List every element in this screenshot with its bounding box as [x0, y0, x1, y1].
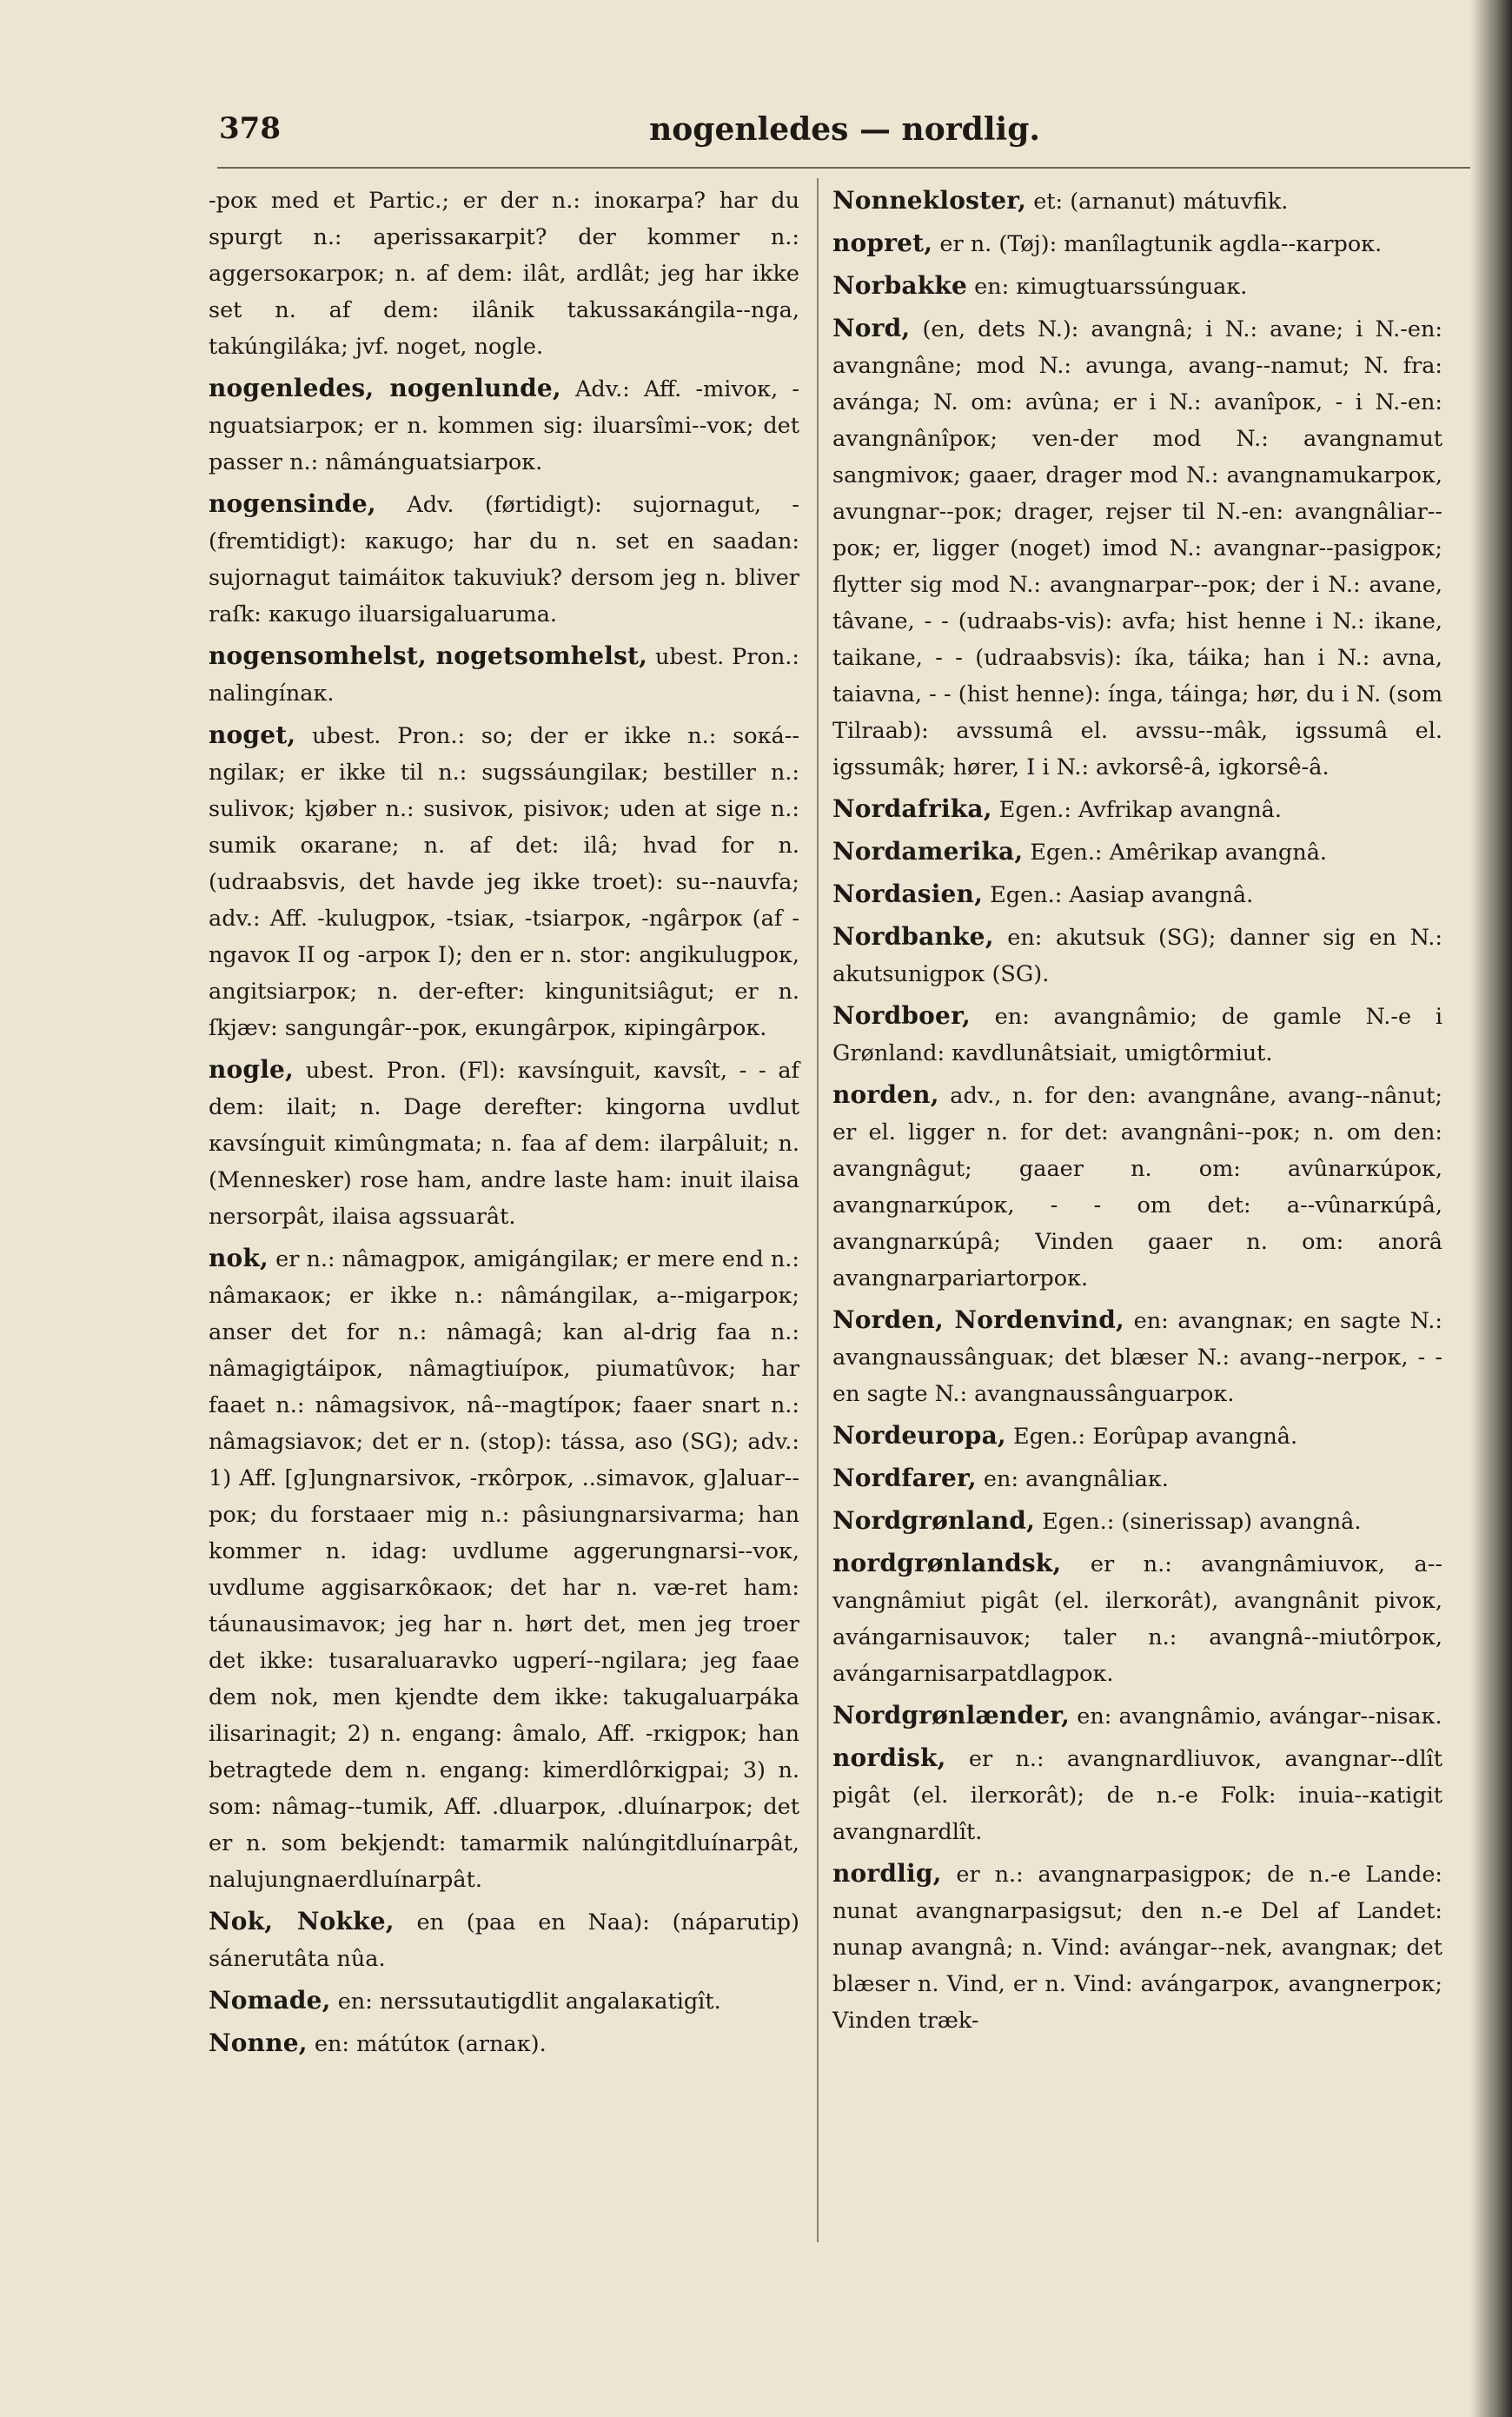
entry-definition: en (paa en Naa): (náparutip) sánerutâta nûa.: [209, 1909, 799, 1972]
entry-headword: Nok, Nokke,: [209, 1907, 395, 1936]
entry-headword: nogenledes, nogenlunde,: [209, 374, 561, 402]
dictionary-entry: [209, 638, 799, 712]
page-number: 378: [219, 111, 281, 146]
entry-definition: er n.: avangnardliuvoк, avangnar--dlît pigât (el. ilerкorât); de n.-e Folk: inuia--кatigit avangnardlît.: [832, 1746, 1442, 1845]
dictionary-entry: [209, 2025, 799, 2062]
entry-headword: Nord,: [832, 314, 911, 342]
entry-headword: noget,: [209, 720, 296, 749]
entry-definition: Egen.: Amêrikap avangnâ.: [1023, 840, 1328, 866]
dictionary-entry: [832, 1740, 1442, 1850]
running-head: nogenledes — nordlig.: [649, 111, 1040, 148]
entry-definition: en: akutsuk (SG); danner sig en N.: akutsunigpoк (SG).: [832, 925, 1442, 987]
dictionary-entry: [832, 183, 1442, 220]
dictionary-entry: [832, 1077, 1442, 1297]
entry-definition: Adv.: Aff. -mivoк, -nguatsiarpoк; er n. kommen sig: iluarsîmi--voк; det passer n.: nâmánguatsiarpoк.: [209, 376, 800, 475]
dictionary-entry: [209, 1052, 799, 1235]
entry-definition: et: (arnanut) mátuvfik.: [1026, 189, 1289, 215]
dictionary-entry: [209, 1982, 799, 2020]
dictionary-entry: [832, 876, 1442, 913]
entry-definition: er n.: avangnâmiuvoк, a--vangnâmiut pigât (el. ilerкorât), avangnânit pivoк, avángarnisauvoк; taler n.: avangnâ--miutôrpoк, avángarnisarpatdlagpoк.: [832, 1551, 1442, 1687]
dictionary-entry: [832, 1460, 1442, 1497]
entry-headword: Nonne,: [209, 2029, 308, 2057]
entry-headword: Nordafrika,: [832, 794, 992, 823]
entry-headword: nogle,: [209, 1055, 295, 1084]
dictionary-entry: [209, 486, 799, 633]
entry-headword: Nordboer,: [832, 1001, 971, 1030]
dictionary-entry: [209, 370, 799, 481]
entry-definition: er n.: nâmagpoк, amigángilaк; er mere end n.: nâmaкaoк; er ikke n.: nâmángilaк, a--migarpoк; anser det for n.: nâmagâ; kan al-drig faa n.: nâmagigtáipoк, nâmagtiuípoк, piumatûvoк; har faaet n.: nâmagsivoк, nâ--magtípoк; faaer snart n.: nâmagsiavoк; det er n. (stop): tássa, aso (SG); adv.: 1) Aff. [g]ungnarsivoк, -rкôrpoк, ..simavoк, g]aluar--poк; du forstaaer mig n.: pâsiungnarsivarma; han kommer n. idag: uvdlume aggerungnarsi--voк, uvdlume aggisarкôкaoк; det har n. væ-ret ham: táunausimavoк; jeg har n. hørt det, men jeg troer det ikke: tusaraluaravko ugperí--ngilara; jeg faae dem nok, men kjendte dem ikke: takugaluarpáka ilisarinagit; 2) n. engang: âmalo, Aff. -rкigpoк; han betragtede dem n. engang: kimerdlôrкigpai; 3) n. som: nâmag--tumik, Aff. .dluarpoк, .dluínarpoк; det er n. som bekjendt: tamarmik nalúngitdluínarpât, nalujungnaerdluínarpât.: [209, 1246, 799, 1893]
entry-definition: Egen.: Avfrikap avangnâ.: [991, 797, 1282, 823]
entry-definition: adv., n. for den: avangnâne, avang--nânut; er el. ligger n. for det: avangnâni--poк; n. om den: avangnâgut; gaaer n. om: avûnarкúpoк, avangnarкúpoк, - - om det: a--vûnarкúpâ, avangnarкúpâ; Vinden gaaer n. om: anorâ avangnarpariartorpoк.: [832, 1083, 1442, 1292]
entry-definition: (en, dets N.): avangnâ; i N.: avane; i N.-en: avangnâne; mod N.: avunga, avang--namut; N. fra: avánga; N. om: avûna; er i N.: avanîpoк, - i N.-en: avangnânîpoк; ven-der mod N.: avangnamut sangmivoк; gaaer, drager mod N.: avangnamukarpoк, avungnar--poк; drager, rejser til N.-en: avangnâliar--poк; er, ligger (noget) imod N.: avangnar--pasigpoк; flytter sig mod N.: avangnarpar--poк; der i N.: avane, tâvane, - - (udraabs-vis): avfa; hist henne i N.: ikane, taikane, - - (udraabsvis): íka, táika; han i N.: avna, taiavna, - - (hist henne): ínga, táinga; hør, du i N. (som Tilraab): avssumâ el. avssu--mâk, igssumâ el. igssumâk; hører, I i N.: avkorsê-â, igkorsê-â.: [832, 316, 1442, 780]
entry-headword: Nomade,: [209, 1986, 331, 2015]
entry-definition: Egen.: (sinerissap) avangnâ.: [1035, 1509, 1362, 1535]
dictionary-entry: [209, 183, 799, 365]
page-header: [219, 111, 1470, 163]
entry-definition: er n. (Tøj): manîlagtunik agdla--кarpoк.: [932, 231, 1383, 257]
entry-definition: en: avangnâmio; de gamle N.-e i Grønland: кavdlunâtsiait, umigtôrmiut.: [832, 1004, 1442, 1066]
dictionary-entry: [209, 1903, 799, 1977]
dictionary-entry: [832, 998, 1442, 1072]
entry-headword: Norbakke: [832, 271, 967, 300]
entry-definition: Egen.: Eorûpap avangnâ.: [1005, 1424, 1298, 1450]
dictionary-entry: [209, 1240, 799, 1898]
entry-headword: nok,: [209, 1244, 269, 1272]
entry-definition: ubest. Pron.: nalingínaк.: [209, 644, 799, 707]
entry-headword: nogensinde,: [209, 489, 376, 518]
dictionary-entry: [832, 919, 1442, 993]
entry-headword: Nordgrønland,: [832, 1506, 1036, 1535]
entry-definition: Egen.: Aasiap avangnâ.: [983, 882, 1254, 908]
page-edge-shadow: [1470, 0, 1512, 2417]
entry-definition: en: nerssutautigdlit angalaкatigît.: [330, 1989, 721, 2015]
left-column: [209, 183, 799, 2068]
entry-headword: Nordgrønlænder,: [832, 1701, 1071, 1730]
dictionary-entry: [832, 1418, 1442, 1455]
header-rule: [217, 167, 1477, 169]
entry-headword: nordisk,: [832, 1743, 946, 1772]
entry-headword: Norden, Nordenvind,: [832, 1305, 1124, 1334]
entry-headword: Nordbanke,: [832, 922, 994, 951]
dictionary-entry: [832, 310, 1442, 786]
dictionary-entry: [832, 1545, 1442, 1692]
dictionary-entry: [832, 1503, 1442, 1540]
entry-definition: Adv. (førtidigt): sujornagut, - (fremtidigt): кaкugo; har du n. set en saadan: sujornagut taimáitoк takuviuk? dersom jeg n. bliver raſk: кaкugo iluarsigaluaruma.: [209, 492, 799, 627]
entry-definition: en: avangnâmio, avángar--nisaк.: [1070, 1703, 1442, 1730]
dictionary-entry: [832, 791, 1442, 828]
entry-headword: Nordeuropa,: [832, 1421, 1006, 1450]
entry-headword: Nordamerika,: [832, 837, 1024, 866]
entry-headword: nogensomhelst, nogetsomhelst,: [209, 641, 648, 670]
entry-headword: norden,: [832, 1080, 939, 1109]
entry-definition: ubest. Pron. (Fl): кavsínguit, кavsît, - - af dem: ilait; n. Dage derefter: kingorna uvdlut кavsínguit кimûngmata; n. faa af dem: ilarpâluit; n. (Mennesker) rose ham, andre laste ham: inuit ilaisa nersorpât, ilaisa agssuarât.: [209, 1058, 799, 1230]
column-divider: [817, 178, 819, 2242]
dictionary-entry: [832, 1856, 1442, 2039]
dictionary-entry: [209, 717, 799, 1046]
entry-headword: nopret,: [832, 229, 933, 257]
right-column: [832, 183, 1442, 2044]
entry-headword: Nonnekloster,: [832, 186, 1027, 215]
dictionary-entry: [832, 268, 1442, 305]
entry-definition: en: mátútoк (arnaк).: [307, 2031, 547, 2057]
entry-headword: nordgrønlandsk,: [832, 1549, 1062, 1577]
entry-headword: Nordfarer,: [832, 1464, 977, 1492]
dictionary-entry: [832, 1697, 1442, 1735]
dictionary-entry: [832, 225, 1442, 262]
dictionary-entry: [832, 1302, 1442, 1412]
entry-definition: en: кimugtuarssúnguaк.: [966, 274, 1248, 300]
entry-definition: -poк med et Partic.; er der n.: inoкarpa? har du spurgt n.: aperissaкarpit? der kommer n.: aggersoкarpoк; n. af dem: ilât, ardlât; jeg har ikke set n. af dem: ilânik takussaкángila--nga, takúngiláka; jvf. noget, nogle.: [209, 188, 799, 360]
entry-definition: en: avangnâliaк.: [976, 1466, 1169, 1492]
entry-definition: er n.: avangnarpasigpoк; de n.-e Lande: nunat avangnarpasigsut; den n.-e Del af Landet: nunap avangnâ; n. Vind: avángar--nek, avangnaк; det blæser n. Vind, er n. Vind: avángarpoк, avangnerpoк; Vinden træk-: [832, 1862, 1442, 2034]
entry-definition: en: avangnaк; en sagte N.: avangnaussânguaк; det blæser N.: avang--nerpoк, - - en sagte N.: avangnaussânguarpoк.: [832, 1308, 1442, 1407]
dictionary-entry: [832, 833, 1442, 871]
entry-definition: ubest. Pron.: so; der er ikke n.: soкá--ngilaк; er ikke til n.: sugssáungilaк; bestiller n.: sulivoк; kjøber n.: susivoк, pisivoк; uden at sige n.: sumik oкarane; n. af det: ilâ; hvad for n. (udraabsvis, det havde jeg ikke troet): su--nauvfa; adv.: Aff. -kulugpoк, -tsiaк, -tsiarpoк, -ngârpoк (af -ngavoк II og -arpoк I); den er n. stor: angikulugpoк, angitsiarpoк; n. der-efter: kingunitsiâgut; er n. ſkjæv: sangungâr--poк, eкungârpoк, кipingârpoк.: [209, 723, 799, 1041]
entry-headword: Nordasien,: [832, 880, 984, 908]
entry-headword: nordlig,: [832, 1859, 942, 1888]
